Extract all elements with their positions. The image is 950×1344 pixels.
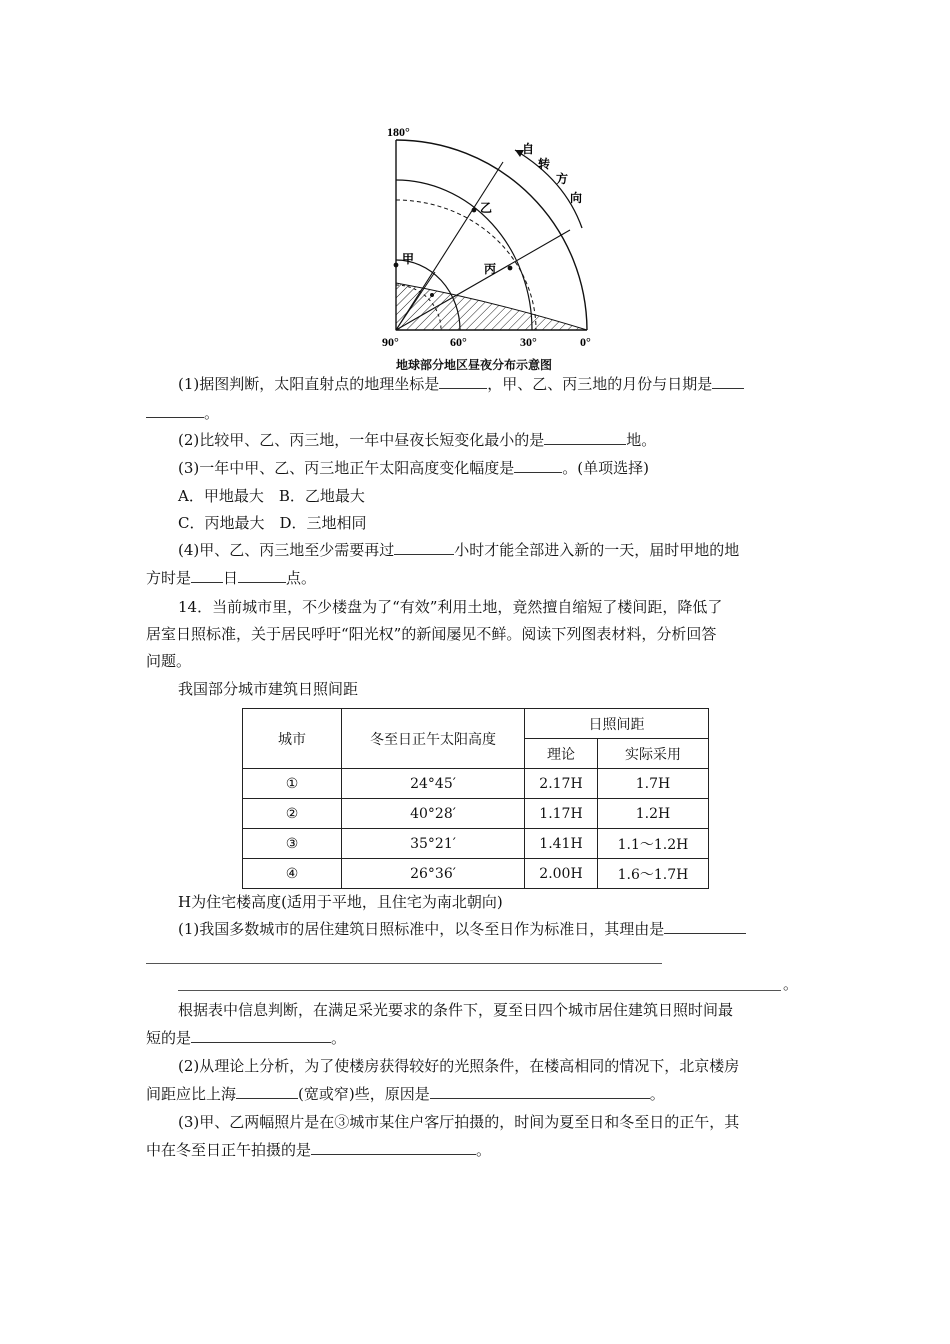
q13-options-ab: A．甲地最大 B．乙地最大 (178, 487, 365, 505)
label-60: 60° (450, 335, 467, 349)
q13-p2-blank[interactable] (544, 430, 626, 445)
q14-intro-line2: 居室日照标准，关于居民呼吁“阳光权”的新闻屡见不鲜。阅读下列图表材料，分析回答 (146, 625, 717, 643)
cell-altitude: 35°21′ (342, 829, 525, 859)
q13-p4-blank-3[interactable] (238, 568, 286, 583)
q13-p1-blank-1[interactable] (439, 374, 487, 389)
cell-city: ① (243, 769, 342, 799)
q13-p4-text-e: 点。 (286, 569, 317, 587)
q13-part4-line1 (178, 540, 739, 560)
cell-actual: 1.7H (598, 769, 709, 799)
q14-sub1-line5 (146, 1028, 346, 1048)
cell-city: ② (243, 799, 342, 829)
q14-sub1-line4: 根据表中信息判断，在满足采光要求的条件下，夏至日四个城市居住建筑日照时间最 (178, 1001, 734, 1019)
q14-s2-text-c: (宽或窄)些，原因是 (298, 1085, 430, 1103)
cell-altitude: 40°28′ (342, 799, 525, 829)
table-row (243, 799, 709, 829)
q14-s3-blank[interactable] (311, 1140, 476, 1155)
rotation-char-4: 向 (570, 191, 583, 205)
pole-dot (430, 293, 434, 297)
q13-p1-text-b: ，甲、乙、丙三地的月份与日期是 (487, 375, 713, 393)
cell-actual: 1.6～1.7H (598, 859, 709, 889)
q13-p1-text-a: (1)据图判断，太阳直射点的地理坐标是 (178, 375, 440, 393)
q14-s1-blank-2[interactable] (146, 963, 662, 964)
cell-actual: 1.2H (598, 799, 709, 829)
label-bing: 丙 (484, 262, 497, 276)
header-city: 城市 (243, 709, 342, 769)
table-header-row-1 (243, 709, 709, 739)
q13-part3 (178, 458, 649, 478)
label-yi: 乙 (480, 201, 493, 215)
point-yi-dot (472, 208, 477, 213)
q13-part2 (178, 430, 656, 450)
q14-s1-blank-3[interactable] (178, 990, 781, 991)
q14-sub2-line2 (146, 1084, 665, 1104)
q13-part1-line1 (178, 374, 744, 394)
point-jia-dot (394, 263, 399, 268)
cell-altitude: 24°45′ (342, 769, 525, 799)
q14-table-title: 我国部分城市建筑日照间距 (178, 680, 359, 698)
q14-sub3-line1: (3)甲、乙两幅照片是在③城市某住户客厅拍摄的，时间为夏至日和冬至日的正午，其 (178, 1113, 740, 1131)
q14-s1-text-a: (1)我国多数城市的居住建筑日照标准中，以冬至日作为标准日，其理由是 (178, 920, 665, 938)
q14-s1-end: 。 (783, 975, 799, 993)
cell-theory: 2.17H (525, 769, 598, 799)
rotation-char-3: 方 (556, 172, 569, 186)
rotation-char-1: 自 (522, 142, 535, 156)
header-actual: 实际采用 (598, 739, 709, 769)
cell-altitude: 26°36′ (342, 859, 525, 889)
header-theory: 理论 (525, 739, 598, 769)
label-180: 180° (387, 125, 410, 139)
q14-s3-end: 。 (476, 1141, 492, 1159)
rotation-char-2: 转 (538, 157, 551, 171)
q14-table-note: H为住宅楼高度(适用于平地，且住宅为南北朝向) (178, 893, 503, 911)
q13-p2-text-a: (2)比较甲、乙、丙三地，一年中昼夜长短变化最小的是 (178, 431, 545, 449)
q13-p2-text-b: 地。 (626, 431, 657, 449)
q14-intro-line3: 问题。 (146, 652, 192, 670)
cell-theory: 1.41H (525, 829, 598, 859)
q13-part1-line2 (146, 403, 219, 423)
cell-city: ③ (243, 829, 342, 859)
label-30: 30° (520, 335, 537, 349)
q14-sub1-line1 (178, 919, 746, 939)
cell-theory: 2.00H (525, 859, 598, 889)
q14-sub2-line1: (2)从理论上分析，为了使楼房获得较好的光照条件，在楼高相同的情况下，北京楼房 (178, 1057, 740, 1075)
q13-p3-text-b: 。(单项选择) (562, 459, 649, 477)
q14-s2-blank-1[interactable] (236, 1084, 298, 1099)
q14-s1-text-b2: 短的是 (146, 1029, 192, 1047)
q13-p3-text-a: (3)一年中甲、乙、丙三地正午太阳高度变化幅度是 (178, 459, 515, 477)
q14-sub3-line2 (146, 1140, 491, 1160)
label-jia: 甲 (402, 252, 415, 266)
q13-p4-text-b: 小时才能全部进入新的一天，届时甲地的地 (454, 541, 740, 559)
q13-p1-blank-3[interactable] (146, 403, 204, 418)
day-night-diagram (370, 120, 610, 375)
header-spacing: 日照间距 (525, 709, 709, 739)
q14-s2-blank-2[interactable] (430, 1084, 650, 1099)
q13-part4-line2 (146, 568, 316, 588)
cell-actual: 1.1～1.2H (598, 829, 709, 859)
header-altitude: 冬至日正午太阳高度 (342, 709, 525, 769)
cell-city: ④ (243, 859, 342, 889)
q14-s1-b2-end: 。 (331, 1029, 347, 1047)
table-row (243, 829, 709, 859)
q13-p4-text-d: 日 (223, 569, 239, 587)
table-row (243, 769, 709, 799)
q13-p1-blank-2[interactable] (712, 374, 744, 389)
q13-p4-blank-1[interactable] (394, 540, 454, 555)
q13-p1-end: 。 (204, 404, 220, 422)
q14-s1-blank-1[interactable] (664, 919, 746, 934)
q14-s2-text-b: 间距应比上海 (146, 1085, 237, 1103)
label-0: 0° (580, 335, 591, 349)
q14-s1-blank-4[interactable] (191, 1028, 331, 1043)
night-region (396, 283, 587, 330)
q13-p4-blank-2[interactable] (191, 568, 223, 583)
table-row (243, 859, 709, 889)
q14-intro-line1: 14．当前城市里，不少楼盘为了“有效”利用土地，竟然擅自缩短了楼间距，降低了 (178, 598, 723, 616)
q14-s2-end: 。 (649, 1085, 665, 1103)
cell-theory: 1.17H (525, 799, 598, 829)
sunlight-spacing-table (242, 708, 709, 889)
q13-p3-blank[interactable] (514, 458, 562, 473)
label-90: 90° (382, 335, 399, 349)
point-bing-dot (508, 266, 513, 271)
q13-p4-text-a: (4)甲、乙、丙三地至少需要再过 (178, 541, 395, 559)
day-night-diagram-svg (370, 120, 610, 375)
q13-options-cd: C．丙地最大 D．三地相同 (178, 514, 367, 532)
q13-p4-text-c: 方时是 (146, 569, 192, 587)
q14-s3-text-b: 中在冬至日正午拍摄的是 (146, 1141, 312, 1159)
diagram-caption: 地球部分地区昼夜分布示意图 (396, 358, 553, 372)
